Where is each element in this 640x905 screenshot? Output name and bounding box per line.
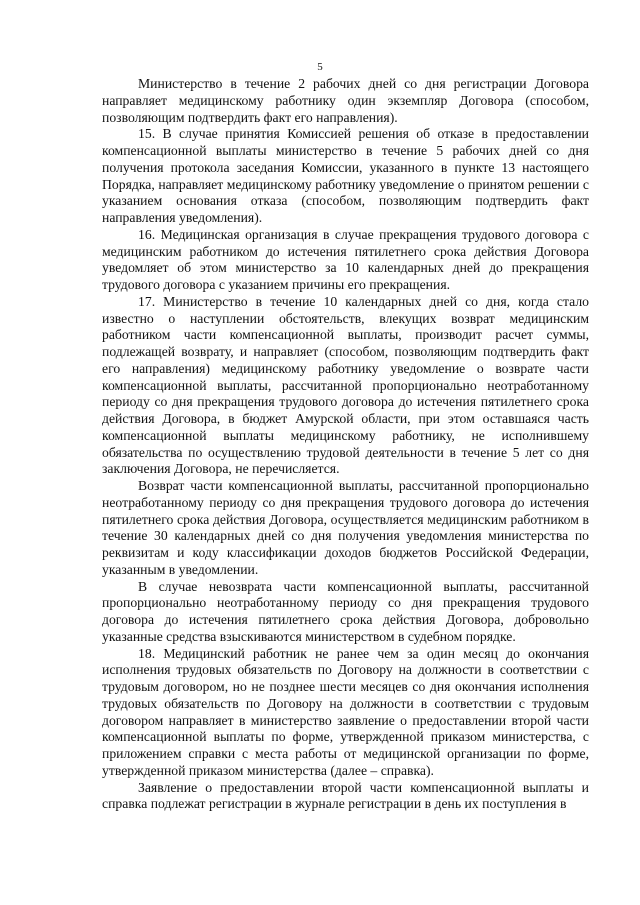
page-number: 5 bbox=[317, 61, 323, 73]
paragraph-application-registration: Заявление о предоставлении второй части компенсационной выплаты и справка подлежат регистрации в журнале регистрации в день их поступления в bbox=[102, 779, 589, 812]
paragraph-non-return: В случае невозврата части компенсационной выплаты, рассчитанной пропорционально неотработанному периоду со дня прекращения трудового договора до истечения пятилетнего срока действия Договора, добровольно указанные средства взыскиваются министерством в судебном порядке. bbox=[102, 578, 589, 644]
paragraph-16-termination-notice: 16. Медицинская организация в случае прекращения трудового договора с медицинским работником до истечения пятилетнего срока действия Договора уведомляет об этом министерство за 10 календарных дней до прекращения трудового договора с указанием причины его прекращения. bbox=[102, 226, 589, 292]
paragraph-17-refund-calculation: 17. Министерство в течение 10 календарных дней со дня, когда стало известно о наступлении обстоятельств, влекущих возврат медицинским работником части компенсационной выплаты, производит расчет суммы, подлежащей возврату, и направляет (способом, позволяющим подтвердить факт его направления) медицинскому работнику уведомление о возврате части компенсационной выплаты, рассчитанной пропорционально неотработанному периоду со дня прекращения трудового договора до истечения пятилетнего срока действия Договора, в бюджет Амурской области, при этом оставшаяся часть компенсационной выплаты медицинскому работнику, не исполнившему обязательства по осуществлению трудовой деятельности в течение 5 лет со дня заключения Договора, не перечисляется. bbox=[102, 293, 589, 477]
paragraph-contract-copy: Министерство в течение 2 рабочих дней со дня регистрации Договора направляет медицинскому работнику один экземпляр Договора (способом, позволяющим подтвердить факт его направления). bbox=[102, 76, 589, 125]
paragraph-15-refusal: 15. В случае принятия Комиссией решения об отказе в предоставлении компенсационной выплаты министерство в течение 5 рабочих дней со дня получения протокола заседания Комиссии, указанного в пункте 13 настоящего Порядка, направляет медицинскому работнику уведомление о принятом решении с указанием основания отказа (способом, позволяющим подтвердить факт направления уведомления). bbox=[102, 126, 589, 225]
document-body bbox=[102, 76, 589, 813]
paragraph-refund-procedure: Возврат части компенсационной выплаты, рассчитанной пропорционально неотработанному периоду со дня прекращения трудового договора до истечения пятилетнего срока действия Договора, осуществляется медицинским работником в течение 30 календарных дней со дня получения уведомления министерства по реквизитам и коду классификации доходов бюджетов Российской Федерации, указанным в уведомлении. bbox=[102, 478, 589, 577]
paragraph-18-second-part-application: 18. Медицинский работник не ранее чем за один месяц до окончания исполнения трудовых обязательств по Договору на должности в соответствии с трудовым договором, но не позднее шести месяцев со дня окончания исполнения трудовых обязательств по Договору на должности в соответствии с трудовым договором направляет в министерство заявление о предоставлении второй части компенсационной выплаты по форме, утвержденной приказом министерства, с приложением справки с места работы от медицинской организации по форме, утвержденной приказом министерства (далее – справка). bbox=[102, 645, 589, 778]
